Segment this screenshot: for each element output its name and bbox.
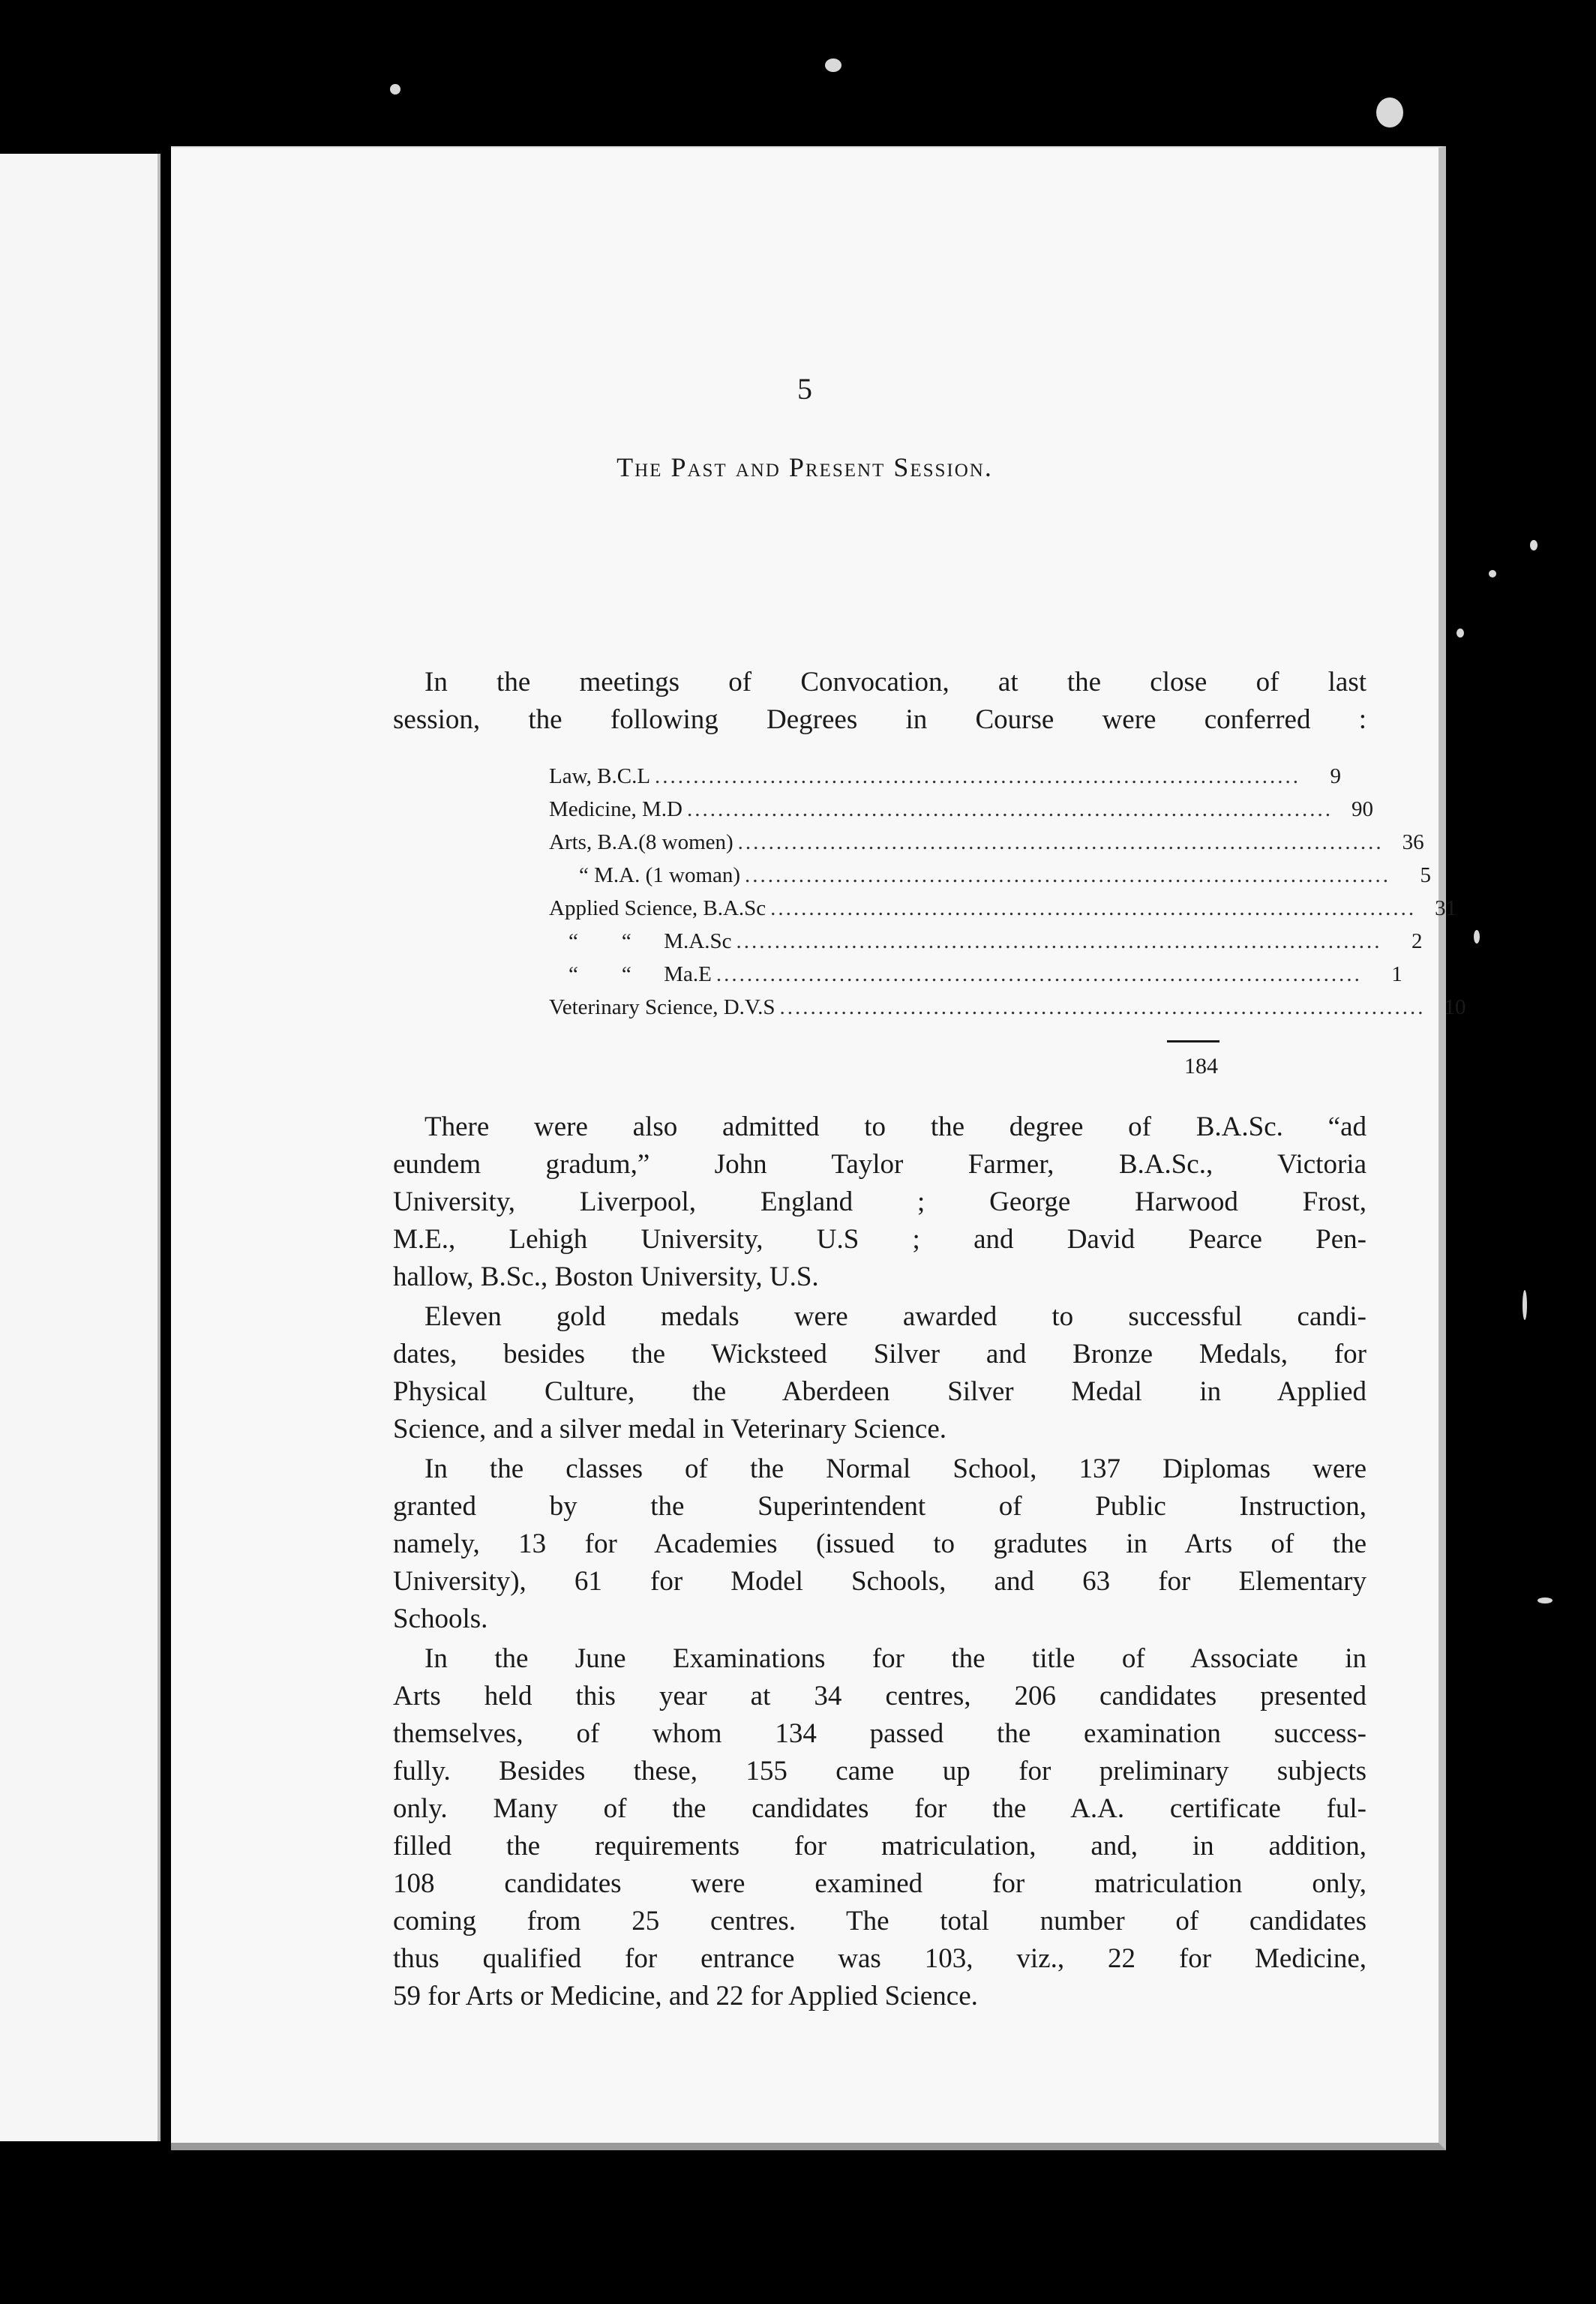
degree-count: 10 [1444,995,1466,1019]
degree-label: “ M.A. (1 woman) [579,863,741,887]
paragraph-line: Eleven gold medals were awarded to successful candi- [424,1301,1366,1332]
document-page [171,146,1466,2150]
scan-speck [1489,570,1496,578]
degree-label: “ “ Ma.E [568,962,712,986]
degree-row [579,863,1432,896]
degree-row [549,764,1342,797]
paragraph-line: University), 61 for Model Schools, and 63 for Elementary [393,1566,1366,1597]
degree-count: 2 [1411,929,1423,953]
scan-speck [1538,1598,1552,1604]
scan-speck [1376,98,1403,128]
degrees-total: 184 [1184,1054,1218,1078]
scan-speck [1474,930,1480,944]
paragraph-line: fully. Besides these, 155 came up for preliminary subjects [393,1756,1366,1786]
scan-speck [390,84,400,94]
scan-speck [1456,628,1464,638]
leader-dots: .................................................................................... [779,995,1426,1019]
previous-page-edge [0,154,160,2141]
degree-count: 31 [1435,896,1457,920]
paragraph-line: Physical Culture, the Aberdeen Silver Medal in Applied [393,1376,1366,1407]
scan-speck [1530,540,1538,550]
leader-dots: .................................................................................... [770,896,1417,920]
leader-dots: .................................................................................... [716,962,1362,986]
paragraph-line: In the classes of the Normal School, 137 Diplomas were [424,1454,1366,1484]
paragraph-line: In the June Examinations for the title of Associate in [424,1643,1366,1674]
degree-count: 90 [1352,797,1373,821]
paragraph-line: eundem gradum,” John Taylor Farmer, B.A.Sc., Victoria [393,1149,1366,1180]
degree-row [549,896,1457,929]
degree-row [549,830,1424,863]
degree-row [568,929,1423,962]
leader-dots: .................................................................................... [737,830,1384,854]
degree-row [549,797,1373,830]
paragraph-line: hallow, B.Sc., Boston University, U.S. [393,1262,819,1292]
paragraph-line: Schools. [393,1604,488,1634]
paragraph-line: 59 for Arts or Medicine, and 22 for Applied Science. [393,1981,978,2012]
paragraph-line: themselves, of whom 134 passed the examination success- [393,1718,1366,1749]
book-gutter [160,154,171,2141]
leader-dots: .................................................................................... [655,764,1301,788]
section-heading: The Past and Present Session. [616,452,993,482]
degree-label: “ “ M.A.Sc [568,929,732,953]
paragraph-line: 108 candidates were examined for matriculation only, [393,1868,1366,1899]
degree-label: Veterinary Science, D.V.S [549,995,776,1019]
paragraph-line: University, Liverpool, England ; George Harwood Frost, [393,1186,1366,1217]
paragraph-line: There were also admitted to the degree of B.A.Sc. “ad [424,1112,1366,1142]
paragraph-line: Science, and a silver medal in Veterinary Science. [393,1414,946,1444]
intro-line: session, the following Degrees in Course were conferred : [393,704,1366,735]
paragraph-line: dates, besides the Wicksteed Silver and Bronze Medals, for [393,1339,1366,1370]
paragraph-line: only. Many of the candidates for the A.A. certificate ful- [393,1793,1366,1824]
paragraph-line: coming from 25 centres. The total number of candidates [393,1906,1366,1936]
leader-dots: .................................................................................... [687,797,1333,821]
degree-count: 36 [1402,830,1424,854]
degree-row [549,995,1466,1028]
degree-label: Arts, B.A.(8 women) [549,830,734,854]
degree-count: 5 [1420,863,1432,887]
degree-row [568,962,1402,995]
total-rule [1167,1040,1220,1042]
paragraph-line: granted by the Superintendent of Public Instruction, [393,1491,1366,1522]
paragraph-line: filled the requirements for matriculation, and, in addition, [393,1831,1366,1862]
page-number: 5 [797,372,812,406]
paragraph-line: thus qualified for entrance was 103, viz., 22 for Medicine, [393,1943,1366,1974]
paragraph-line: M.E., Lehigh University, U.S ; and David Pearce Pen- [393,1224,1366,1255]
degree-count: 9 [1330,764,1342,788]
page-content [171,148,1466,2143]
degree-label: Law, B.C.L [549,764,651,788]
degree-label: Medicine, M.D [549,797,682,821]
intro-line: In the meetings of Convocation, at the close of last [424,667,1366,698]
scan-speck [825,58,842,72]
leader-dots: .................................................................................... [736,929,1382,953]
scan-speck [1522,1290,1527,1320]
paragraph-line: namely, 13 for Academies (issued to gradutes in Arts of the [393,1528,1366,1559]
leader-dots: .................................................................................... [745,863,1391,887]
paragraph-line: Arts held this year at 34 centres, 206 candidates presented [393,1681,1366,1712]
degree-label: Applied Science, B.A.Sc [549,896,766,920]
degree-count: 1 [1391,962,1402,986]
